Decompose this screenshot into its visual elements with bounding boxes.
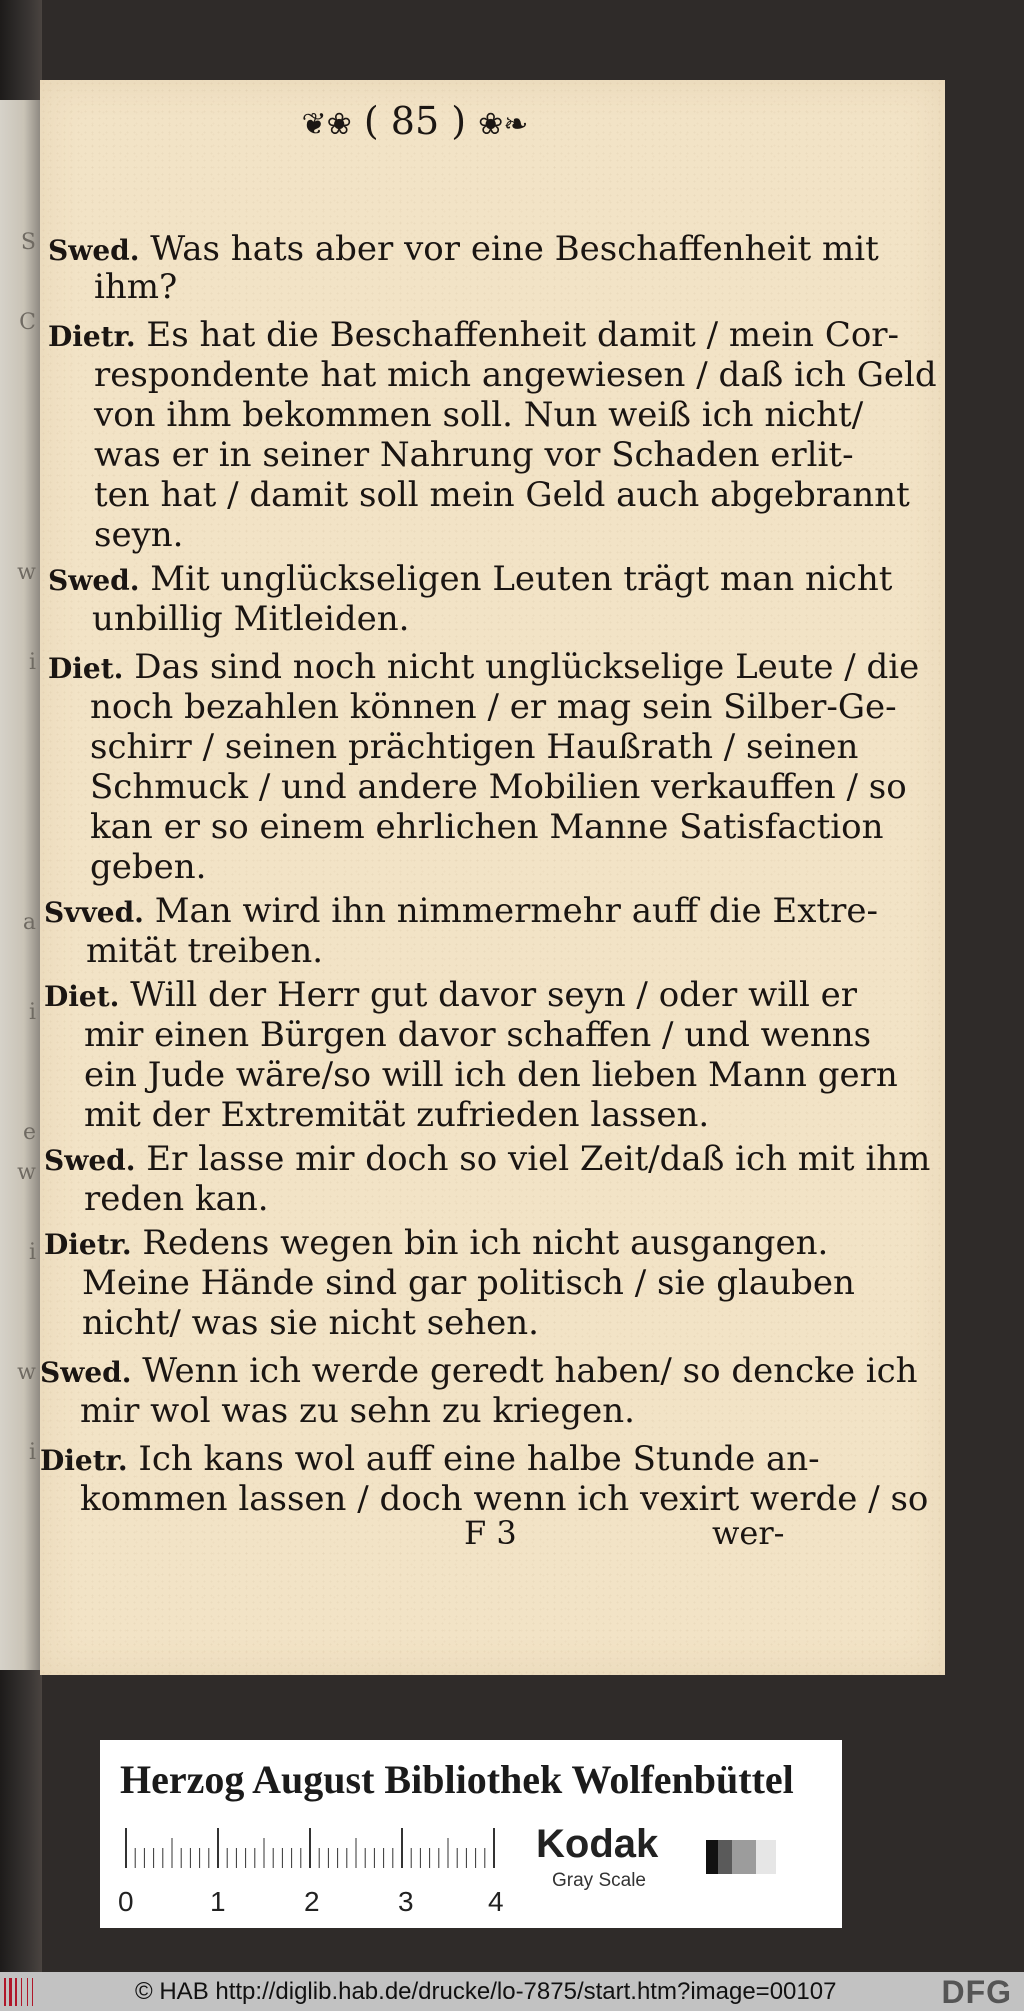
color-target-card (100, 1740, 842, 1928)
ruler-ticks (124, 1828, 504, 1868)
speaker-label: Dietr. (48, 320, 136, 353)
speaker-label: Swed. (40, 1356, 132, 1389)
gray-scale-label: Gray Scale (552, 1870, 646, 1891)
text-line (48, 230, 879, 270)
text-line (40, 1352, 918, 1392)
page-number: ( 85 ) (363, 99, 467, 143)
prev-page-fragment: e (22, 1120, 36, 1145)
text-line (82, 1304, 539, 1342)
text-line (48, 316, 899, 356)
line-text: Wenn ich werde geredt haben/ so dencke ich (131, 1351, 918, 1391)
ruler-number: 2 (304, 1886, 320, 1917)
line-text: Will der Herr gut davor seyn / oder will er (119, 975, 858, 1015)
ornament-left-icon: ❦❀ (301, 107, 352, 142)
prev-page-fragment: i (28, 1440, 36, 1465)
speaker-label: Dietr. (44, 1228, 132, 1261)
prev-page-fragment: S (20, 230, 36, 255)
line-text: mir wol was zu sehn zu kriegen. (80, 1391, 635, 1431)
line-text: Es hat die Beschaffenheit damit / mein Cor- (135, 315, 900, 355)
text-line (48, 560, 892, 600)
page-header (250, 96, 580, 146)
text-line (94, 396, 863, 434)
gray-patch (756, 1840, 776, 1874)
prev-page-fragment: w (17, 1360, 36, 1385)
barcode-icon (4, 1978, 48, 2006)
text-line (84, 1180, 269, 1218)
text-line (80, 1392, 635, 1430)
speaker-label: Swed. (48, 564, 140, 597)
text-line (94, 476, 910, 514)
prev-page-fragment: w (17, 1160, 36, 1185)
text-line (82, 1264, 855, 1302)
prev-page-fragment: w (17, 560, 36, 585)
line-text: schirr / seinen prächtigen Haußrath / seinen (90, 727, 859, 767)
ruler-number: 0 (118, 1886, 134, 1917)
gray-patch (732, 1840, 756, 1874)
footer-bar (0, 1972, 1024, 2011)
prev-page-fragment: a (22, 910, 36, 935)
text-line (90, 728, 858, 766)
line-text: mit der Extremität zufrieden lassen. (84, 1095, 710, 1135)
speaker-label: Dietr. (40, 1444, 128, 1477)
speaker-label: Swed. (48, 234, 140, 267)
line-text: geben. (90, 847, 207, 887)
ruler-number: 4 (488, 1886, 504, 1917)
line-text: Man wird ihn nimmermehr auff die Extre- (143, 891, 878, 931)
library-name: Herzog August Bibliothek Wolfenbüttel (120, 1757, 794, 1802)
gray-patch (718, 1840, 732, 1874)
text-line (40, 1440, 820, 1480)
text-line (90, 768, 907, 806)
copyright-link[interactable]: © HAB http://diglib.hab.de/drucke/lo-7875/start.htm?image=00107 (135, 1978, 837, 2005)
line-text: Er lasse mir doch so viel Zeit/daß ich mit ihm (135, 1139, 931, 1179)
text-line (94, 356, 937, 394)
line-text: nicht/ was sie nicht sehen. (82, 1303, 539, 1343)
text-line (44, 976, 857, 1016)
text-line (84, 1096, 709, 1134)
ruler-numbers (118, 1886, 538, 1920)
line-text: noch bezahlen können / er mag sein Silber-Ge- (90, 687, 897, 727)
kodak-logo: Kodak (536, 1822, 659, 1866)
line-text: was er in seiner Nahrung vor Schaden erlit- (94, 435, 854, 475)
prev-page-fragment: C (19, 310, 36, 335)
text-line (94, 516, 183, 554)
ruler-number: 1 (210, 1886, 226, 1917)
previous-page-edge (0, 100, 40, 1670)
line-text: ihm? (94, 267, 178, 307)
line-text: unbillig Mitleiden. (92, 599, 410, 639)
text-line (84, 1016, 871, 1054)
prev-page-fragment: i (28, 650, 36, 675)
ruler-number: 3 (398, 1886, 414, 1917)
text-line (48, 648, 919, 688)
text-line (80, 1480, 928, 1518)
line-text: ein Jude wäre/so will ich den lieben Mann gern (84, 1055, 898, 1095)
prev-page-fragment: i (28, 1240, 36, 1265)
text-line (92, 600, 409, 638)
text-line (94, 268, 177, 306)
catchword: wer- (712, 1514, 785, 1552)
text-line (44, 1224, 828, 1264)
line-text: ten hat / damit soll mein Geld auch abgebrannt (94, 475, 910, 515)
line-text: reden kan. (84, 1179, 269, 1219)
line-text: kan er so einem ehrlichen Manne Satisfaction (90, 807, 884, 847)
speaker-label: Diet. (44, 980, 120, 1013)
signature-mark: F 3 (464, 1514, 517, 1552)
line-text: mität treiben. (86, 931, 324, 971)
line-text: respondente hat mich angewiesen / daß ich Geld (94, 355, 937, 395)
speaker-label: Svved. (44, 896, 144, 929)
text-line (90, 808, 884, 846)
line-text: Was hats aber vor eine Beschaffenheit mit (139, 229, 879, 269)
line-text: Meine Hände sind gar politisch / sie glauben (82, 1263, 855, 1303)
gray-patch (706, 1840, 718, 1874)
line-text: Ich kans wol auff eine halbe Stunde an- (127, 1439, 820, 1479)
line-text: mir einen Bürgen davor schaffen / und wenns (84, 1015, 872, 1055)
dfg-logo: DFG (941, 1974, 1012, 2010)
ornament-right-icon: ❀❧ (478, 107, 529, 142)
line-text: seyn. (94, 515, 184, 555)
text-line (94, 436, 854, 474)
text-line (86, 932, 323, 970)
line-text: von ihm bekommen soll. Nun weiß ich nicht/ (94, 395, 864, 435)
line-text: Redens wegen bin ich nicht ausgangen. (131, 1223, 829, 1263)
speaker-label: Swed. (44, 1144, 136, 1177)
speaker-label: Diet. (48, 652, 124, 685)
text-line (44, 892, 878, 932)
line-text: Das sind noch nicht unglückselige Leute / die (123, 647, 920, 687)
line-text: kommen lassen / doch wenn ich vexirt werde / so (80, 1479, 929, 1519)
text-line (84, 1056, 898, 1094)
line-text: Schmuck / und andere Mobilien verkauffen / so (90, 767, 907, 807)
text-line (44, 1140, 930, 1180)
text-line (90, 688, 897, 726)
prev-page-fragment: i (28, 1000, 36, 1025)
line-text: Mit unglückseligen Leuten trägt man nicht (139, 559, 893, 599)
text-line (90, 848, 206, 886)
